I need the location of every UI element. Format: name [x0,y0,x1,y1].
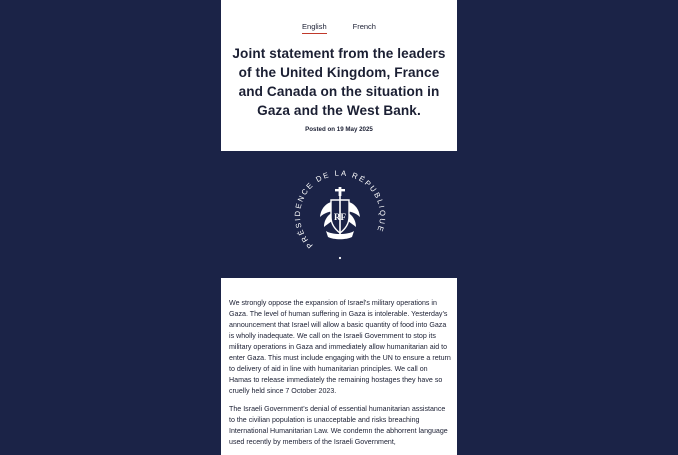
statement-header-card [221,0,457,151]
statement-body-card [221,278,457,455]
seal-emblem-icon [320,187,360,239]
lang-french-link[interactable]: French [352,22,376,31]
statement-title: Joint statement from the leaders of the United Kingdom, France and Canada on the situation in Gaza and the West Bank. [232,46,446,118]
language-switcher [221,22,457,34]
seal-inscription: PRÉSIDENCE DE LA RÉPUBLIQUE [292,168,388,251]
posted-date: Posted on 19 May 2025 [305,126,373,133]
body-paragraph-2: The Israeli Government’s denial of essential humanitarian assistance to the civilian population is unacceptable and risks breaching International Humanitarian Law. We condemn the abhorrent language used recently by members of the Israeli Government, [229,405,448,446]
body-paragraph-1: We strongly oppose the expansion of Israel’s military operations in Gaza. The level of human suffering in Gaza is intolerable. Yesterday’s announcement that Israel will allow a basic quantity of food into Gaza is wholly inadequate. We call on the Israeli Government to stop its military operations in Gaza and immediately allow humanitarian aid to enter Gaza. This must include engaging with the UN to ensure a return to delivery of aid in line with humanitarian principles. We call on Hamas to release immediately the remaining hostages they have so cruelly held since 7 October 2023. [229,299,451,395]
seal-dot [339,257,341,259]
presidence-seal-logo [290,165,390,265]
lang-english-link[interactable]: English [302,22,327,34]
svg-text:RF: RF [334,212,346,222]
